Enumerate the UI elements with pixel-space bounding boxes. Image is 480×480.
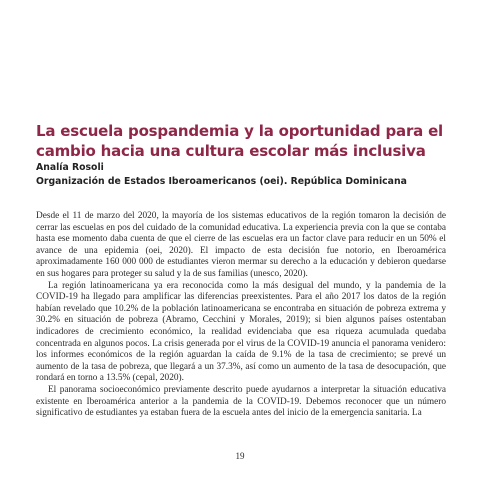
- body-paragraph: La región latinoamericana ya era reconocida como la más desigual del mundo, y la pandemia de la COVID-19 ha llegado para amplificar las diferencias preexistentes. Para el año 2017 los datos de la región habían revelado que 10.2% de la población latinoamericana se encontraba en situación de pobreza extrema y 30.2% en situación de pobreza (Abramo, Cecchini y Morales, 2019); si bien algunos países ostentaban indicadores de crecimiento económico, la realidad evidenciaba que esa riqueza acumulada quedaba concentrada en algunos pocos. La crisis generada por el virus de la COVID-19 anuncia el panorama venidero: los informes económicos de la región aguardan la caída de 9.1% de la tasa de crecimiento; se prevé un aumento de la tasa de pobreza, que llegará a un 37.3%, así como un aumento de la tasa de desocupación, que rondará en torno a 13.5% (cepal, 2020).: [36, 280, 446, 384]
- author-affiliation: Organización de Estados Iberoamericanos (oei). República Dominicana: [36, 176, 407, 187]
- page-number: 19: [235, 451, 245, 461]
- body-paragraph: El panorama socioeconómico previamente descrito puede ayudarnos a interpretar la situación educativa existente en Iberoamérica anterior a la pandemia de la COVID-19. Debemos reconocer que un número significativo de estudiantes ya estaban fuera de la escuela antes del inicio de la emergencia sanitaria. La: [36, 384, 446, 419]
- article-body: [36, 211, 446, 419]
- author-name: Analía Rosoli: [36, 162, 104, 173]
- article-title: La escuela pospandemia y la oportunidad para el cambio hacia una cultura escolar más inclusiva: [36, 122, 444, 160]
- body-paragraph: Desde el 11 de marzo del 2020, la mayoría de los sistemas educativos de la región tomaron la decisión de cerrar las escuelas en pos del cuidado de la comunidad educativa. La experiencia previa con la que se contaba hasta ese momento daba cuenta de que el cierre de las escuelas era un factor clave para reducir en un 50% el avance de una epidemia (oei, 2020). El impacto de esta decisión fue notorio, en Iberoamérica aproximadamente 160 000 000 de estudiantes vieron mermar su derecho a la educación y debieron quedarse en sus hogares para proteger su salud y la de sus familias (unesco, 2020).: [36, 211, 446, 279]
